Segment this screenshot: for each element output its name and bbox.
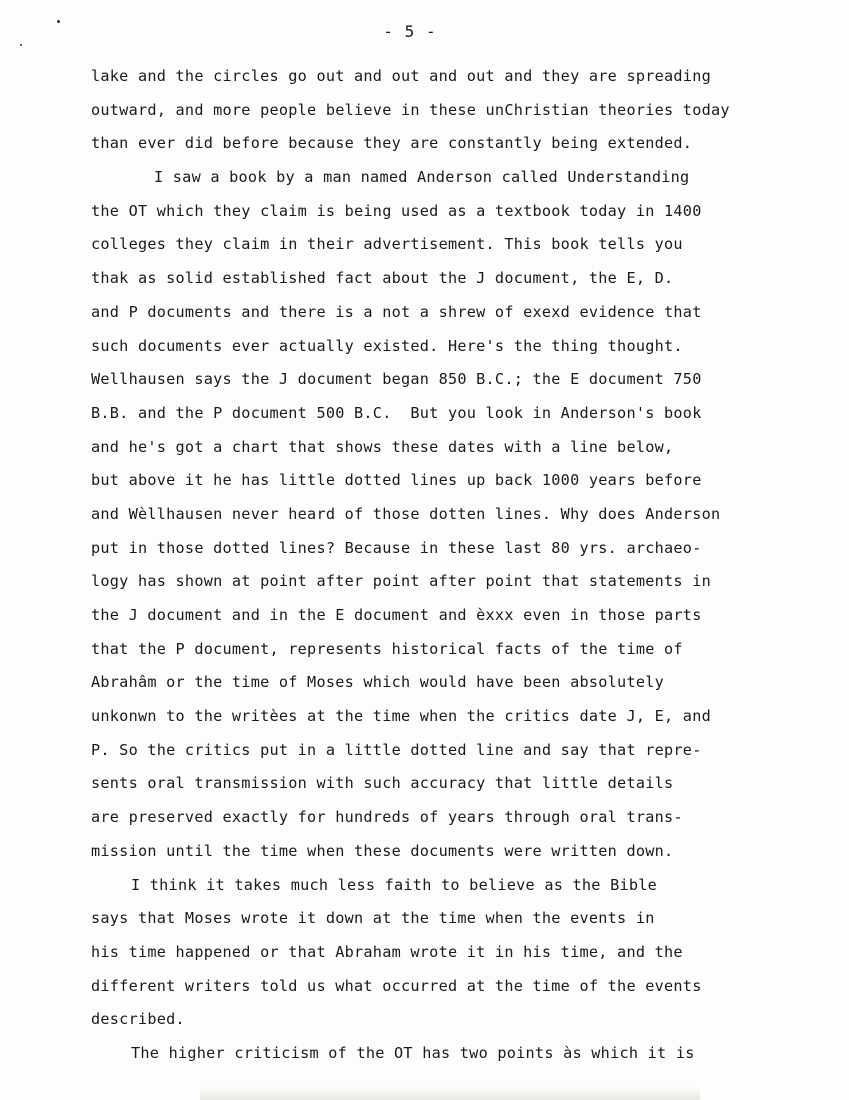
text-line: that the P document, represents historical facts of the time of bbox=[91, 639, 683, 658]
text-line: described. bbox=[91, 1010, 185, 1029]
paragraph-first-line: The higher criticism of the OT has two points às which it is bbox=[131, 1043, 695, 1062]
text-line: colleges they claim in their advertisement. This book tells you bbox=[91, 235, 683, 254]
text-line: and he's got a chart that shows these dates with a line below, bbox=[91, 437, 674, 456]
text-line: his time happened or that Abraham wrote it in his time, and the bbox=[91, 942, 683, 961]
page-number: - 5 - bbox=[383, 22, 437, 41]
text-line: and Wèllhausen never heard of those dotten lines. Why does Anderson bbox=[91, 504, 721, 523]
text-line: such documents ever actually existed. Here's the thing thought. bbox=[91, 336, 683, 355]
text-line: logy has shown at point after point after point that statements in bbox=[91, 572, 711, 591]
text-line: mission until the time when these documents were written down. bbox=[91, 841, 674, 860]
paragraph-first-line: I think it takes much less faith to believe as the Bible bbox=[131, 875, 658, 894]
text-line: says that Moses wrote it down at the time when the events in bbox=[91, 909, 655, 928]
page-bottom-shading bbox=[200, 1086, 700, 1100]
text-line: sents oral transmission with such accuracy that little details bbox=[91, 774, 674, 793]
text-line: than ever did before because they are constantly being extended. bbox=[91, 134, 693, 153]
text-line: outward, and more people believe in these unChristian theories today bbox=[91, 100, 730, 119]
text-line: different writers told us what occurred at the time of the events bbox=[91, 976, 702, 995]
text-line: P. So the critics put in a little dotted line and say that repre- bbox=[91, 740, 702, 759]
text-line: the J document and in the E document and èxxx even in those parts bbox=[91, 606, 702, 624]
text-line: thak as solid established fact about the J document, the E, D. bbox=[91, 269, 674, 288]
paragraph-first-line: I saw a book by a man named Anderson called Understanding bbox=[154, 168, 690, 187]
body-text bbox=[91, 64, 821, 1075]
text-line: unkonwn to the writèes at the time when the critics date J, E, and bbox=[91, 707, 711, 726]
text-line: lake and the circles go out and out and out and they are spreading bbox=[91, 67, 711, 85]
text-line: are preserved exactly for hundreds of years through oral trans- bbox=[91, 808, 683, 827]
text-line: put in those dotted lines? Because in these last 80 yrs. archaeo- bbox=[91, 538, 702, 557]
text-line: the OT which they claim is being used as a textbook today in 1400 bbox=[91, 201, 702, 220]
text-line: B.B. and the P document 500 B.C. But you look in Anderson's book bbox=[91, 403, 702, 422]
text-line: Wellhausen says the J document began 850 B.C.; the E document 750 bbox=[91, 370, 702, 389]
text-line: and P documents and there is a not a shrew of exexd evidence that bbox=[91, 302, 702, 321]
text-line: Abrahâm or the time of Moses which would have been absolutely bbox=[91, 673, 665, 692]
paper-speck bbox=[20, 44, 22, 46]
text-line: but above it he has little dotted lines up back 1000 years before bbox=[91, 471, 702, 490]
